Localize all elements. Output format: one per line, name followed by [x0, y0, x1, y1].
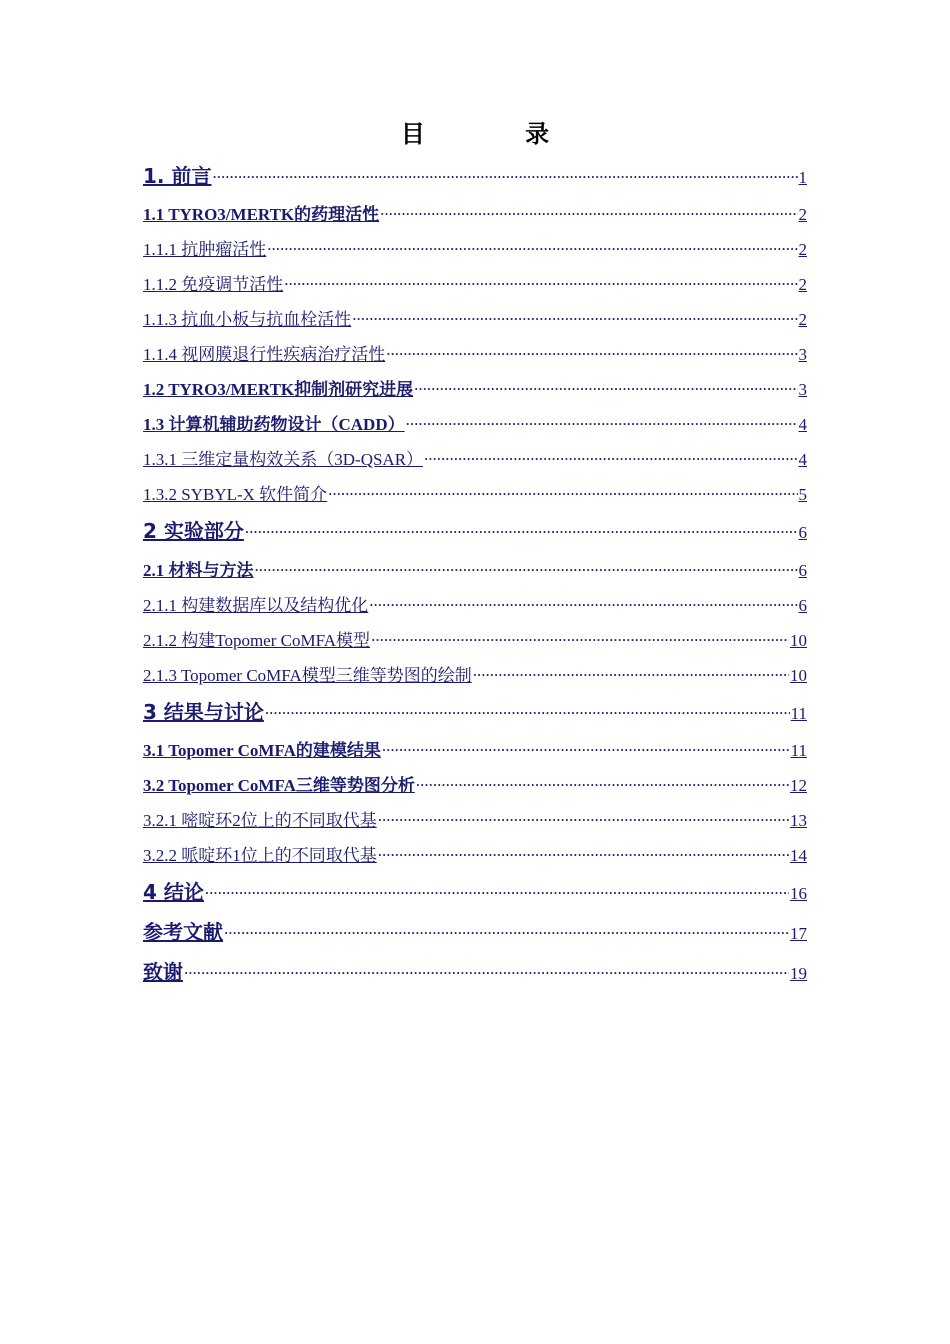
toc-entry-page: 6 [798, 523, 807, 542]
toc-entry-references[interactable] [143, 916, 807, 945]
toc-entry-label: 1.3.1 三维定量构效关系（3D-QSAR） [143, 450, 424, 469]
dot-leader [224, 922, 789, 939]
dot-leader [380, 203, 797, 220]
dot-leader [352, 308, 797, 325]
dot-leader [267, 238, 797, 255]
toc-entry-label: 3.2.1 嘧啶环2位上的不同取代基 [143, 811, 377, 830]
toc-entry-label: 2.1.1 构建数据库以及结构优化 [143, 596, 369, 615]
toc-entry-label: 参考文献 [143, 920, 223, 944]
toc-entry-page: 6 [798, 561, 807, 580]
toc-entry-page: 16 [790, 884, 807, 903]
toc-entry-label: 1.2 TYRO3/MERTK抑制剂研究进展 [143, 380, 414, 399]
toc-entry-3-1[interactable] [143, 736, 807, 761]
toc-entry-label: 4 结论 [143, 880, 204, 904]
dot-leader [414, 378, 797, 395]
dot-leader [378, 809, 789, 826]
toc-entry-label: 1.1.1 抗肿瘤活性 [143, 240, 267, 259]
toc-entry-page: 5 [798, 485, 807, 504]
dot-leader [245, 521, 798, 538]
toc-entry-page: 10 [790, 666, 807, 685]
dot-leader [369, 594, 797, 611]
page-title: 目 录 [400, 120, 596, 148]
toc-entry-1-3-1[interactable] [143, 445, 807, 470]
toc-entry-label: 3.2 Topomer CoMFA三维等势图分析 [143, 776, 415, 795]
toc-entry-label: 1.3.2 SYBYL-X 软件简介 [143, 485, 328, 504]
dot-leader [184, 962, 789, 979]
toc-entry-1-1-1[interactable] [143, 235, 807, 260]
dot-leader [382, 739, 790, 756]
toc-entry-1-3-2[interactable] [143, 480, 807, 505]
toc-entry-page: 3 [798, 345, 807, 364]
toc-entry-4[interactable] [143, 876, 807, 905]
dot-leader [255, 559, 798, 576]
toc-entry-page: 2 [798, 205, 807, 224]
toc-entry-page: 2 [798, 275, 807, 294]
dot-leader [416, 774, 789, 791]
toc-entry-label: 1. 前言 [143, 164, 212, 188]
dot-leader [265, 702, 790, 719]
toc-entry-page: 2 [798, 240, 807, 259]
dot-leader [205, 882, 789, 899]
toc-entry-1-1-2[interactable] [143, 270, 807, 295]
dot-leader [328, 483, 797, 500]
toc-entry-3-2-1[interactable] [143, 806, 807, 831]
toc-entry-page: 6 [798, 596, 807, 615]
dot-leader [284, 273, 797, 290]
toc-entry-1-1[interactable] [143, 200, 807, 225]
toc-entry-page: 1 [798, 168, 807, 187]
toc-entry-2-1-2[interactable] [143, 626, 807, 651]
toc-entry-page: 17 [790, 924, 807, 943]
toc-entry-label: 3 结果与讨论 [143, 700, 264, 724]
toc-entry-1[interactable] [143, 160, 807, 189]
dot-leader [378, 844, 789, 861]
toc-entry-page: 4 [798, 450, 807, 469]
toc-entry-label: 致谢 [143, 960, 183, 984]
toc-entry-label: 2.1.2 构建Topomer CoMFA模型 [143, 631, 371, 650]
toc-entry-label: 2.1.3 Topomer CoMFA模型三维等势图的绘制 [143, 666, 472, 685]
toc-entry-label: 2.1 材料与方法 [143, 561, 254, 580]
toc-entry-label: 1.1.2 免疫调节活性 [143, 275, 284, 294]
toc-entry-1-1-3[interactable] [143, 305, 807, 330]
toc-entry-1-1-4[interactable] [143, 340, 807, 365]
toc-entry-label: 3.2.2 哌啶环1位上的不同取代基 [143, 846, 377, 865]
toc-entry-label: 3.1 Topomer CoMFA的建模结果 [143, 741, 381, 760]
toc-entry-page: 12 [790, 776, 807, 795]
toc-entry-page: 3 [798, 380, 807, 399]
dot-leader [371, 629, 789, 646]
toc-entry-page: 14 [790, 846, 807, 865]
toc-entry-2-1-3[interactable] [143, 661, 807, 686]
toc-entry-acknowledgements[interactable] [143, 956, 807, 985]
toc-entry-label: 1.1.3 抗血小板与抗血栓活性 [143, 310, 352, 329]
dot-leader [406, 413, 798, 430]
toc-entry-label: 1.1.4 视网膜退行性疾病治疗活性 [143, 345, 386, 364]
dot-leader [386, 343, 797, 360]
toc-entry-1-3[interactable] [143, 410, 807, 435]
toc-entry-page: 4 [798, 415, 807, 434]
toc-entry-label: 1.3 计算机辅助药物设计（CADD） [143, 415, 405, 434]
toc-entry-page: 2 [798, 310, 807, 329]
toc-entry-1-2[interactable] [143, 375, 807, 400]
toc-entry-2-1-1[interactable] [143, 591, 807, 616]
toc-entry-page: 13 [790, 811, 807, 830]
toc-entry-page: 11 [790, 741, 807, 760]
toc-entry-page: 10 [790, 631, 807, 650]
toc-entry-3-2[interactable] [143, 771, 807, 796]
dot-leader [473, 664, 789, 681]
toc-entry-label: 1.1 TYRO3/MERTK的药理活性 [143, 205, 380, 224]
dot-leader [424, 448, 797, 465]
toc-entry-3[interactable] [143, 696, 807, 725]
toc-entry-3-2-2[interactable] [143, 841, 807, 866]
toc-entry-label: 2 实验部分 [143, 519, 244, 543]
toc-entry-2[interactable] [143, 515, 807, 544]
dot-leader [212, 166, 797, 183]
toc-entry-2-1[interactable] [143, 556, 807, 581]
toc-entry-page: 11 [790, 704, 807, 723]
toc-entry-page: 19 [790, 964, 807, 983]
